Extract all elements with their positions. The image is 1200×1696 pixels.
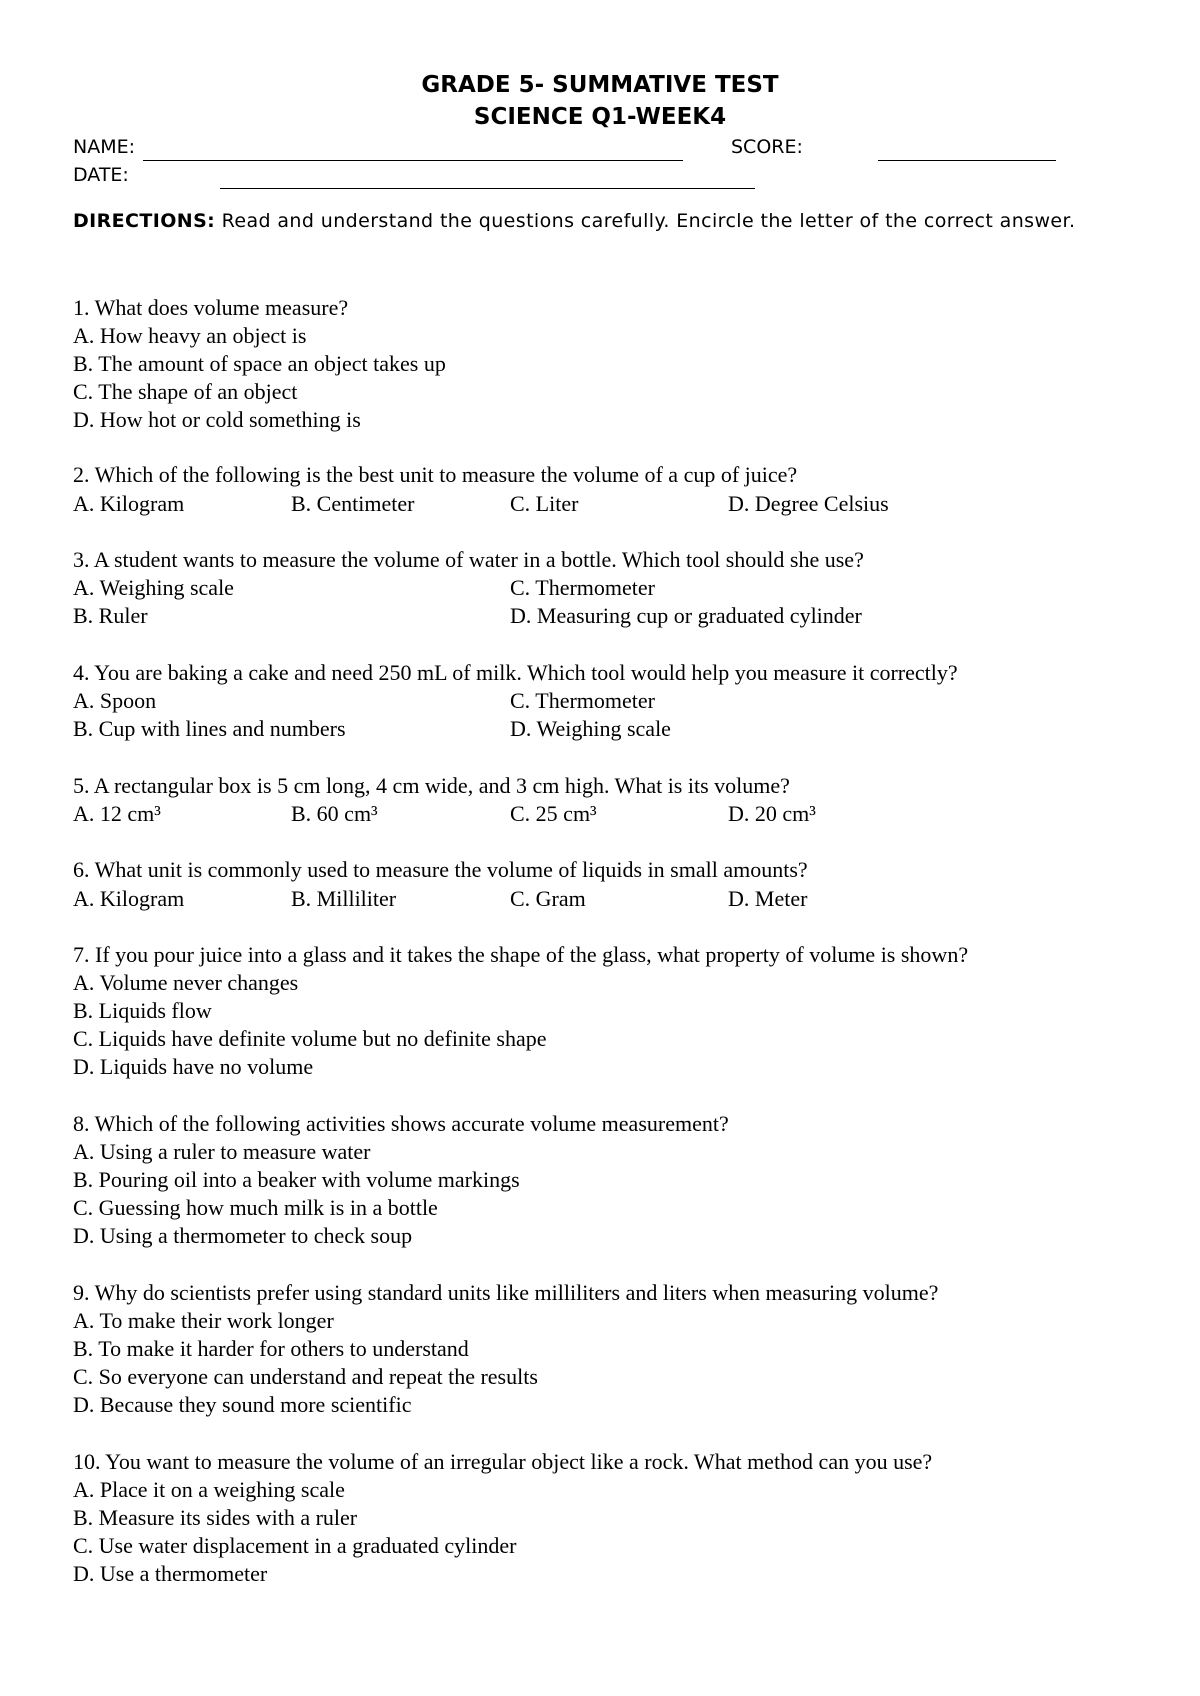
score-label: SCORE: [731,136,803,158]
score-blank-line[interactable] [878,160,1056,161]
option-d[interactable]: D. Measuring cup or graduated cylinder [510,603,862,628]
option-c[interactable]: C. Liter [510,491,579,516]
option-a[interactable]: A. How heavy an object is [73,323,307,348]
option-a[interactable]: A. Volume never changes [73,970,299,995]
date-label: DATE: [73,164,129,186]
date-blank-line[interactable] [220,188,755,189]
question-text: 4. You are baking a cake and need 250 mL of milk. Which tool would help you measure it correctly? [73,660,958,685]
option-c[interactable]: C. Use water displacement in a graduated cylinder [73,1533,517,1558]
question-text: 2. Which of the following is the best unit to measure the volume of a cup of juice? [73,462,798,487]
option-d[interactable]: D. 20 cm³ [728,801,816,826]
option-c[interactable]: C. Thermometer [510,575,655,600]
option-b[interactable]: B. The amount of space an object takes up [73,351,446,376]
option-a[interactable]: A. 12 cm³ [73,801,161,826]
option-d[interactable]: D. How hot or cold something is [73,407,361,432]
option-b[interactable]: B. Cup with lines and numbers [73,716,346,741]
option-b[interactable]: B. Centimeter [291,491,415,516]
question-text: 1. What does volume measure? [73,295,349,320]
option-b[interactable]: B. Measure its sides with a ruler [73,1505,358,1530]
option-a[interactable]: A. Spoon [73,688,157,713]
directions-label: DIRECTIONS: [73,210,216,232]
question-text: 8. Which of the following activities shows accurate volume measurement? [73,1111,729,1136]
option-b[interactable]: B. Liquids flow [73,998,212,1023]
option-d[interactable]: D. Liquids have no volume [73,1054,314,1079]
question-text: 9. Why do scientists prefer using standard units like milliliters and liters when measuring volume? [73,1280,939,1305]
option-c[interactable]: C. 25 cm³ [510,801,597,826]
option-d[interactable]: D. Use a thermometer [73,1561,268,1586]
option-d[interactable]: D. Degree Celsius [728,491,889,516]
option-c[interactable]: C. Guessing how much milk is in a bottle [73,1195,438,1220]
question-text: 10. You want to measure the volume of an irregular object like a rock. What method can you use? [73,1449,933,1474]
option-c[interactable]: C. Thermometer [510,688,655,713]
name-label: NAME: [73,136,136,158]
name-blank-line[interactable] [143,160,683,161]
option-b[interactable]: B. Pouring oil into a beaker with volume markings [73,1167,520,1192]
option-d[interactable]: D. Because they sound more scientific [73,1392,412,1417]
directions-text: Read and understand the questions carefully. Encircle the letter of the correct answer. [215,210,1076,232]
option-a[interactable]: A. Kilogram [73,491,185,516]
option-a[interactable]: A. Place it on a weighing scale [73,1477,345,1502]
option-b[interactable]: B. 60 cm³ [291,801,378,826]
test-subtitle: SCIENCE Q1-WEEK4 [473,104,727,130]
option-a[interactable]: A. Using a ruler to measure water [73,1139,371,1164]
question-text: 7. If you pour juice into a glass and it takes the shape of the glass, what property of volume is shown? [73,942,969,967]
question-text: 3. A student wants to measure the volume of water in a bottle. Which tool should she use? [73,547,864,572]
option-d[interactable]: D. Weighing scale [510,716,671,741]
question-text: 5. A rectangular box is 5 cm long, 4 cm wide, and 3 cm high. What is its volume? [73,773,790,798]
option-a[interactable]: A. Kilogram [73,886,185,911]
option-b[interactable]: B. To make it harder for others to understand [73,1336,469,1361]
option-a[interactable]: A. Weighing scale [73,575,234,600]
option-d[interactable]: D. Meter [728,886,808,911]
test-title: GRADE 5- SUMMATIVE TEST [421,72,779,98]
question-text: 6. What unit is commonly used to measure the volume of liquids in small amounts? [73,857,808,882]
option-c[interactable]: C. Gram [510,886,586,911]
directions [73,207,1133,235]
option-a[interactable]: A. To make their work longer [73,1308,334,1333]
option-c[interactable]: C. So everyone can understand and repeat the results [73,1364,538,1389]
option-c[interactable]: C. Liquids have definite volume but no definite shape [73,1026,547,1051]
option-b[interactable]: B. Milliliter [291,886,397,911]
option-d[interactable]: D. Using a thermometer to check soup [73,1223,413,1248]
option-b[interactable]: B. Ruler [73,603,148,628]
option-c[interactable]: C. The shape of an object [73,379,298,404]
